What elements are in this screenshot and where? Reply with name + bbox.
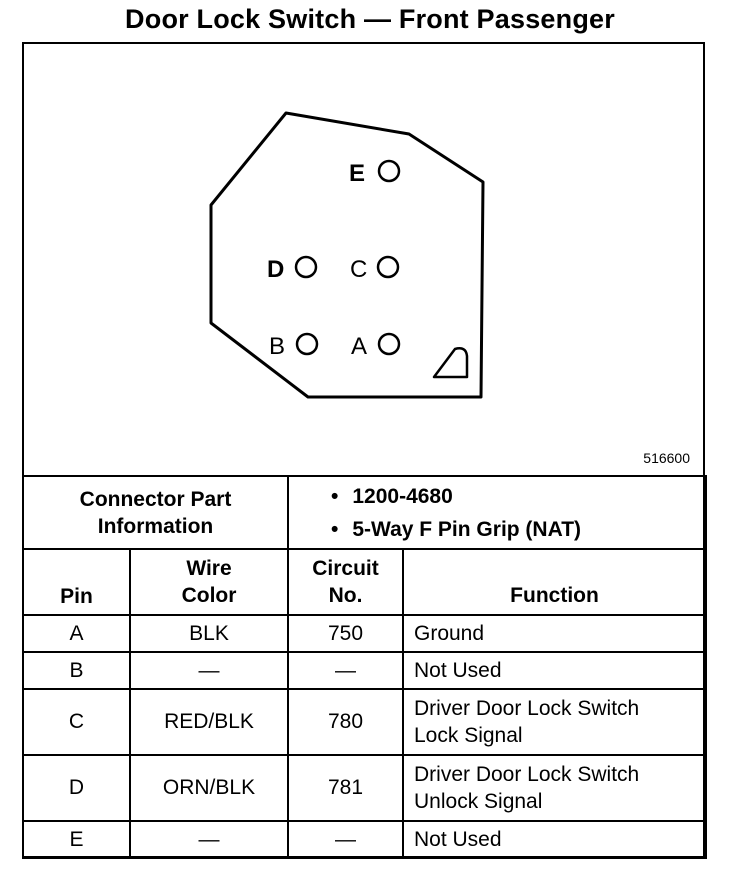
connector-info-details [288,476,706,549]
keying-mark [434,348,467,377]
cell-function: Not Used [403,652,706,689]
table-header-row [23,549,706,615]
pin-label-b: B [269,333,286,360]
cell-wire-color: — [130,652,288,689]
cell-function: Driver Door Lock Switch Unlock Signal [403,755,706,821]
pin-label-d: D [267,256,285,283]
page-title: Door Lock Switch — Front Passenger [125,4,615,34]
pin-b [297,334,317,354]
figure-code: 516600 [643,450,690,466]
pin-d [296,257,316,277]
cell-function: Ground [403,615,706,652]
header-function: Function [403,549,706,615]
cell-circuit: 780 [288,689,403,755]
table-row [23,821,706,858]
connector-info-label [23,476,288,549]
header-wire-color: Wire Color [130,549,288,615]
cell-pin: D [23,755,130,821]
cell-wire-color: BLK [130,615,288,652]
pin-e [379,161,399,181]
connector-outline [211,113,483,397]
pin-table [22,475,707,859]
pin-label-a: A [351,333,368,360]
pin-a [379,334,399,354]
table-row [23,615,706,652]
connector-info-label-line2: Information [97,514,214,538]
connector-info-label-line1: Connector Part [79,487,232,511]
cell-pin: A [23,615,130,652]
table-row [23,689,706,755]
header-pin: Pin [23,549,130,615]
connector-info-row [23,476,706,549]
cell-circuit: — [288,652,403,689]
cell-pin: C [23,689,130,755]
table-row [23,652,706,689]
cell-circuit: 750 [288,615,403,652]
cell-circuit: — [288,821,403,858]
cell-wire-color: — [130,821,288,858]
pin-label-c: C [350,256,368,283]
header-circuit-no: Circuit No. [288,549,403,615]
cell-function: Driver Door Lock Switch Lock Signal [403,689,706,755]
table-row [23,755,706,821]
cell-wire-color: RED/BLK [130,689,288,755]
connector-diagram [24,44,704,474]
pin-c [378,257,398,277]
cell-circuit: 781 [288,755,403,821]
cell-pin: E [23,821,130,858]
connector-description: • 5-Way F Pin Grip (NAT) [331,513,695,546]
cell-wire-color: ORN/BLK [130,755,288,821]
cell-function: Not Used [403,821,706,858]
connector-part-number: • 1200-4680 [331,480,695,513]
cell-pin: B [23,652,130,689]
pin-label-e: E [349,160,366,187]
